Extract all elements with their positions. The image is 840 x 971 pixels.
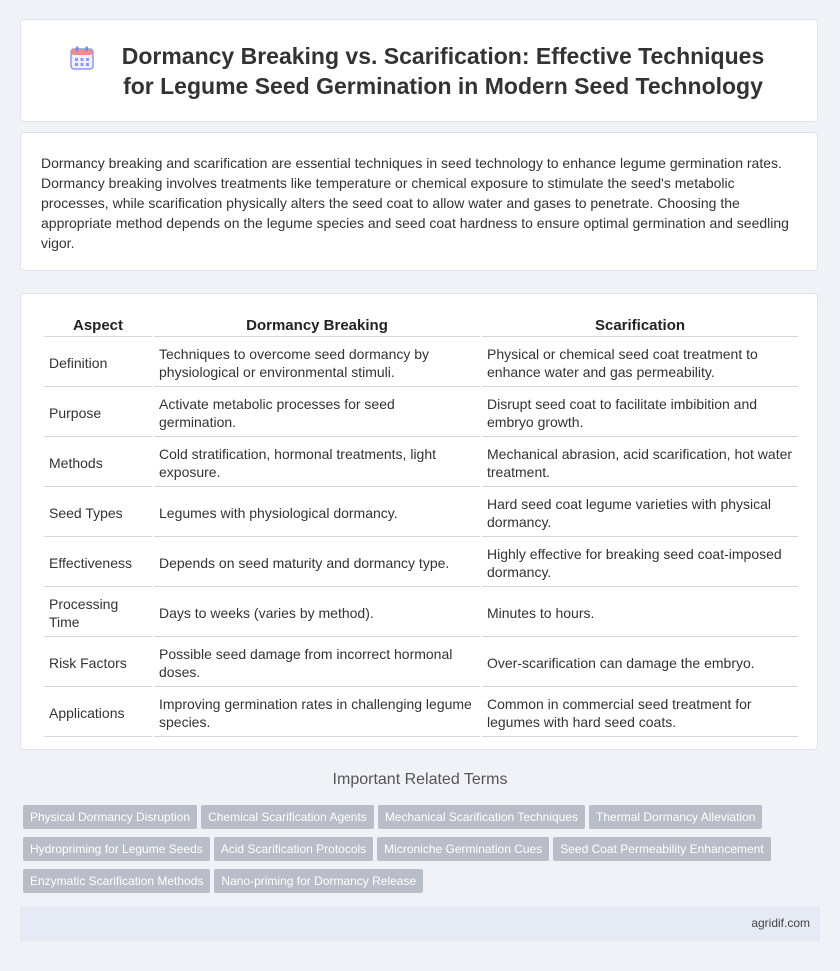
term-tag[interactable]: Physical Dormancy Disruption bbox=[23, 805, 197, 829]
title-wrap bbox=[69, 41, 769, 101]
term-tag[interactable]: Seed Coat Permeability Enhancement bbox=[553, 837, 770, 861]
table-row bbox=[44, 589, 798, 637]
term-tag[interactable]: Nano-priming for Dormancy Release bbox=[214, 869, 423, 893]
header-scarification: Scarification bbox=[482, 313, 798, 337]
term-tag[interactable]: Mechanical Scarification Techniques bbox=[378, 805, 585, 829]
table-row bbox=[44, 539, 798, 587]
row-scarification: Highly effective for breaking seed coat-imposed dormancy. bbox=[482, 539, 798, 587]
title-card bbox=[20, 19, 818, 122]
row-dormancy: Techniques to overcome seed dormancy by physiological or environmental stimuli. bbox=[154, 339, 480, 387]
header-aspect: Aspect bbox=[44, 313, 152, 337]
footer bbox=[20, 906, 820, 941]
row-dormancy: Legumes with physiological dormancy. bbox=[154, 489, 480, 537]
row-scarification: Physical or chemical seed coat treatment to enhance water and gas permeability. bbox=[482, 339, 798, 387]
row-aspect: Applications bbox=[44, 689, 152, 737]
table-row bbox=[44, 639, 798, 687]
row-dormancy: Possible seed damage from incorrect hormonal doses. bbox=[154, 639, 480, 687]
term-tag[interactable]: Acid Scarification Protocols bbox=[214, 837, 373, 861]
comparison-card bbox=[20, 293, 818, 750]
page-title: Dormancy Breaking vs. Scarification: Effective Techniques for Legume Seed Germination in Modern Seed Technology bbox=[121, 42, 765, 99]
intro-card bbox=[20, 132, 818, 271]
row-scarification: Minutes to hours. bbox=[482, 589, 798, 637]
related-terms-list bbox=[23, 805, 813, 901]
row-scarification: Common in commercial seed treatment for legumes with hard seed coats. bbox=[482, 689, 798, 737]
row-aspect: Purpose bbox=[44, 389, 152, 437]
term-tag[interactable]: Enzymatic Scarification Methods bbox=[23, 869, 210, 893]
table-row bbox=[44, 339, 798, 387]
term-tag[interactable]: Hydropriming for Legume Seeds bbox=[23, 837, 210, 861]
intro-paragraph: Dormancy breaking and scarification are essential techniques in seed technology to enhance legume germination rates. Dormancy breaking involves treatments like temperature or chemical exposure to stimulate the seed's metabolic processes, while scarification physically alters the seed coat to allow water and gases to penetrate. Choosing the appropriate method depends on the legume species and seed coat hardness to ensure optimal germination and seedling vigor. bbox=[41, 155, 789, 251]
table-row bbox=[44, 389, 798, 437]
row-dormancy: Improving germination rates in challenging legume species. bbox=[154, 689, 480, 737]
term-tag[interactable]: Microniche Germination Cues bbox=[377, 837, 549, 861]
row-dormancy: Days to weeks (varies by method). bbox=[154, 589, 480, 637]
row-aspect: Risk Factors bbox=[44, 639, 152, 687]
row-scarification: Hard seed coat legume varieties with physical dormancy. bbox=[482, 489, 798, 537]
header-dormancy-breaking: Dormancy Breaking bbox=[154, 313, 480, 337]
row-aspect: Methods bbox=[44, 439, 152, 487]
row-dormancy: Depends on seed maturity and dormancy type. bbox=[154, 539, 480, 587]
related-terms-title: Important Related Terms bbox=[332, 771, 508, 788]
term-tag[interactable]: Thermal Dormancy Alleviation bbox=[589, 805, 762, 829]
row-aspect: Definition bbox=[44, 339, 152, 387]
table-header-row bbox=[44, 313, 798, 337]
row-scarification: Mechanical abrasion, acid scarification, hot water treatment. bbox=[482, 439, 798, 487]
table-row bbox=[44, 489, 798, 537]
row-aspect: Seed Types bbox=[44, 489, 152, 537]
calendar-icon bbox=[69, 45, 95, 71]
table-row bbox=[44, 689, 798, 737]
row-scarification: Disrupt seed coat to facilitate imbibition and embryo growth. bbox=[482, 389, 798, 437]
row-scarification: Over-scarification can damage the embryo. bbox=[482, 639, 798, 687]
row-dormancy: Cold stratification, hormonal treatments, light exposure. bbox=[154, 439, 480, 487]
row-aspect: Effectiveness bbox=[44, 539, 152, 587]
footer-site-link[interactable]: agridif.com bbox=[751, 916, 810, 930]
row-aspect: Processing Time bbox=[44, 589, 152, 637]
table-row bbox=[44, 439, 798, 487]
comparison-table bbox=[42, 311, 800, 739]
term-tag[interactable]: Chemical Scarification Agents bbox=[201, 805, 374, 829]
row-dormancy: Activate metabolic processes for seed germination. bbox=[154, 389, 480, 437]
